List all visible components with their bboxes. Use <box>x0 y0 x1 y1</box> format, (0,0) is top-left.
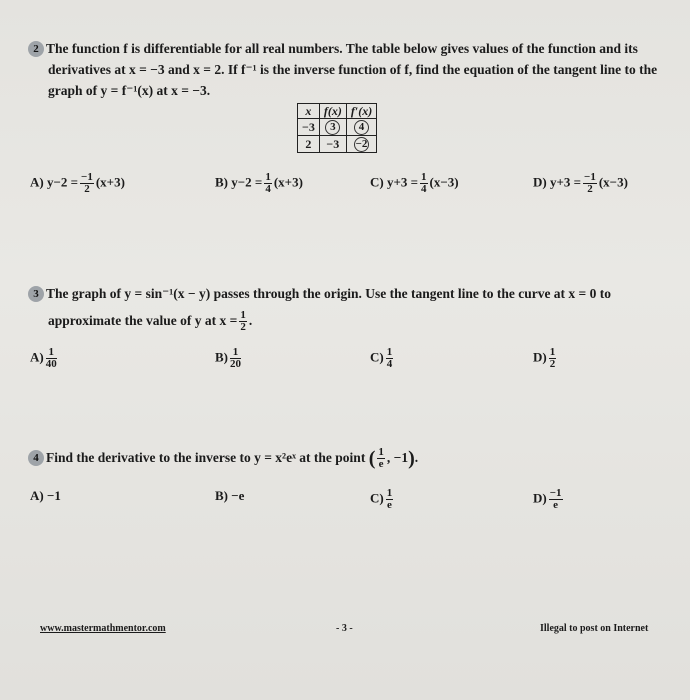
question-2-line-3: graph of y = f⁻¹(x) at x = −3. <box>48 83 211 98</box>
table-header-row <box>298 104 377 119</box>
table-cell <box>346 119 376 136</box>
question-2 <box>28 38 668 101</box>
question-3 <box>28 283 668 333</box>
question-2-line-1: 2 The function f is differentiable for all real numbers. The table below gives values of the function and its <box>28 38 668 59</box>
question-3-line-2: approximate the value of y at x = $\frac{1}{2}$ . <box>48 309 253 334</box>
question-3-line-1: 3 The graph of y = sin⁻¹(x − y) passes through the origin. Use the tangent line to the curve at x = 0 to <box>28 283 668 304</box>
page-number: - 3 - <box>336 623 353 634</box>
question-number-badge: 2 <box>28 41 44 57</box>
table-cell <box>319 119 346 136</box>
choice-c[interactable]: C) $\frac{1}{4}$ <box>370 346 393 370</box>
table-cell <box>346 136 376 153</box>
table-row <box>298 119 377 136</box>
choice-a[interactable]: A) y−2 = $\frac{-1}{2}$ (x+3) <box>30 171 125 195</box>
table-header: x <box>298 104 320 119</box>
website-link[interactable]: www.mastermathmentor.com <box>40 623 166 634</box>
choice-b[interactable]: B) −e <box>215 488 245 503</box>
choice-a[interactable]: A) −1 <box>30 488 61 503</box>
circled-value: 3 <box>325 120 340 135</box>
table-header: f(x) <box>319 104 346 119</box>
function-values-table <box>297 103 377 153</box>
table-cell: −3 <box>298 119 320 136</box>
question-4 <box>28 447 668 470</box>
table-cell: −3 <box>319 136 346 153</box>
circled-value: −2 <box>355 138 368 150</box>
choice-d[interactable]: D) y+3 = $\frac{-1}{2}$ (x−3) <box>533 171 628 195</box>
question-2-line-2: derivatives at x = −3 and x = 2. If f⁻¹ is the inverse function of f, find the equation of the tangent line to the <box>48 62 658 77</box>
question-number-badge: 3 <box>28 286 44 302</box>
choice-d[interactable]: D) $\frac{-1}{e}$ <box>533 487 562 511</box>
choice-a[interactable]: A) $\frac{1}{40}$ <box>30 346 57 370</box>
question-number-badge: 4 <box>28 450 44 466</box>
choice-b[interactable]: B) y−2 = $\frac{1}{4}$ (x+3) <box>215 171 303 195</box>
table-header: f′(x) <box>346 104 376 119</box>
table-row <box>298 136 377 153</box>
table-cell: 2 <box>298 136 320 153</box>
circled-value: 4 <box>354 120 369 135</box>
copyright-notice: Illegal to post on Internet <box>540 623 649 634</box>
choice-c[interactable]: C) y+3 = $\frac{1}{4}$ (x−3) <box>370 171 459 195</box>
choice-c[interactable]: C) $\frac{1}{e}$ <box>370 487 393 511</box>
choice-b[interactable]: B) $\frac{1}{20}$ <box>215 346 241 370</box>
question-4-line-1: 4 Find the derivative to the inverse to y = x²eˣ at the point ( $\frac{1}{e}$ , −1). <box>28 447 668 470</box>
choice-d[interactable]: D) $\frac{1}{2}$ <box>533 346 556 370</box>
